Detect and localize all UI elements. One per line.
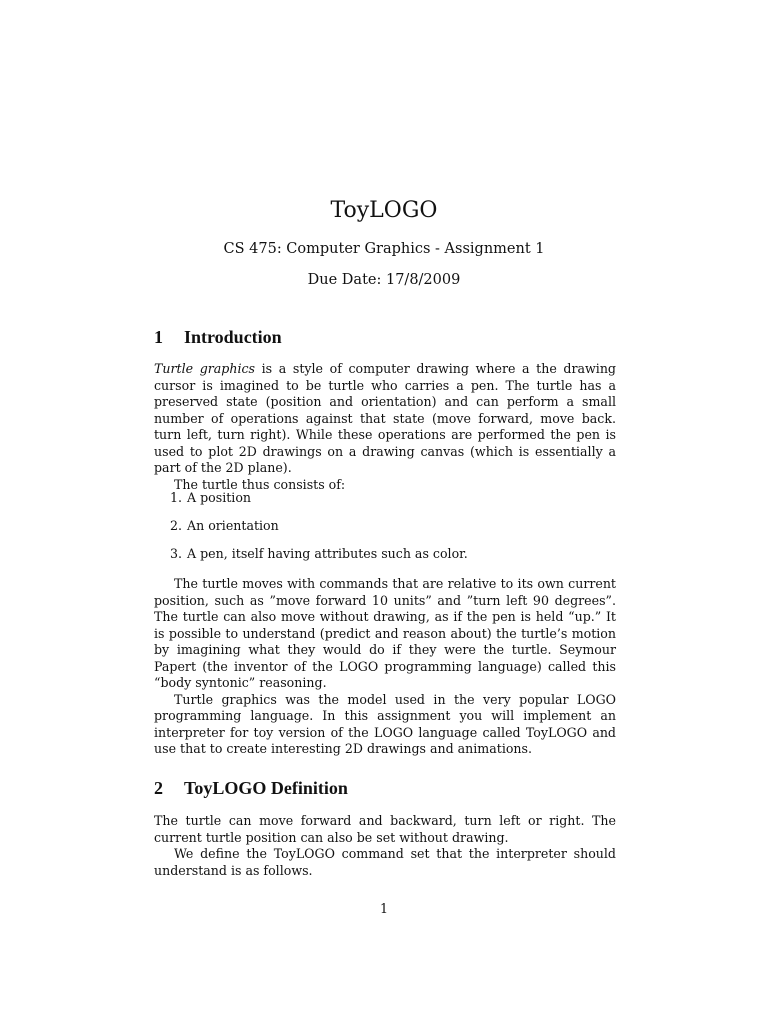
introduction-body bbox=[154, 361, 616, 493]
definition-body bbox=[154, 813, 616, 879]
section-number: 2 bbox=[154, 778, 163, 798]
list-marker: 1. bbox=[170, 490, 183, 505]
list-lead-paragraph: The turtle thus consists of: bbox=[174, 476, 346, 492]
page-number: 1 bbox=[379, 901, 388, 916]
document-title: ToyLOGO bbox=[330, 198, 438, 223]
list-item bbox=[170, 518, 610, 546]
turtle-graphics-term: Turtle graphics bbox=[154, 361, 256, 376]
list-item bbox=[170, 490, 610, 518]
definition-paragraph-1: The turtle can move forward and backward, turn left or right. The current turtle position can also be set without drawing. bbox=[154, 813, 616, 845]
intro-paragraph bbox=[154, 361, 616, 477]
document-subtitle: CS 475: Computer Graphics - Assignment 1 bbox=[223, 241, 545, 257]
list-marker: 2. bbox=[170, 518, 183, 533]
list-item-text: An orientation bbox=[187, 518, 279, 533]
section-number: 1 bbox=[154, 327, 163, 347]
introduction-body-continued bbox=[154, 576, 616, 758]
logo-language-paragraph: Turtle graphics was the model used in the very popular LOGO programming language. In this assignment you will implement an interpreter for toy version of the LOGO language called ToyLOGO and use that to create interesting 2D drawings and animations. bbox=[154, 691, 616, 756]
section-heading-introduction bbox=[154, 327, 282, 348]
intro-paragraph-text: is a style of computer drawing where a the drawing cursor is imagined to be turtle who carries a pen. The turtle has a preserved state (position and orientation) and can perform a small number of operations against that state (move forward, move back. turn left, turn right). While these operations are performed the pen is used to plot 2D drawings on a drawing canvas (which is essentially a part of the 2D plane). bbox=[154, 361, 616, 475]
list-marker: 3. bbox=[170, 546, 183, 561]
turtle-movement-paragraph: The turtle moves with commands that are relative to its own current position, such as ”move forward 10 units” and ”turn left 90 degrees”. The turtle can also move without drawing, as if the pen is held “up.” It is possible to understand (predict and reason about) the turtle’s motion by imagining what they would do if they were the turtle. Seymour Papert (the inventor of the LOGO programming language) called this “body syntonic” reasoning. bbox=[154, 576, 616, 690]
document-due-date: Due Date: 17/8/2009 bbox=[307, 272, 461, 288]
section-heading-toylogo-definition bbox=[154, 778, 348, 799]
section-title: Introduction bbox=[184, 327, 282, 347]
section-title: ToyLOGO Definition bbox=[184, 778, 348, 798]
list-item-text: A position bbox=[187, 490, 252, 505]
list-item-text: A pen, itself having attributes such as color. bbox=[187, 546, 468, 561]
turtle-attributes-list bbox=[170, 490, 610, 574]
list-item bbox=[170, 546, 610, 574]
definition-paragraph-2: We define the ToyLOGO command set that the interpreter should understand is as follows. bbox=[154, 846, 616, 878]
